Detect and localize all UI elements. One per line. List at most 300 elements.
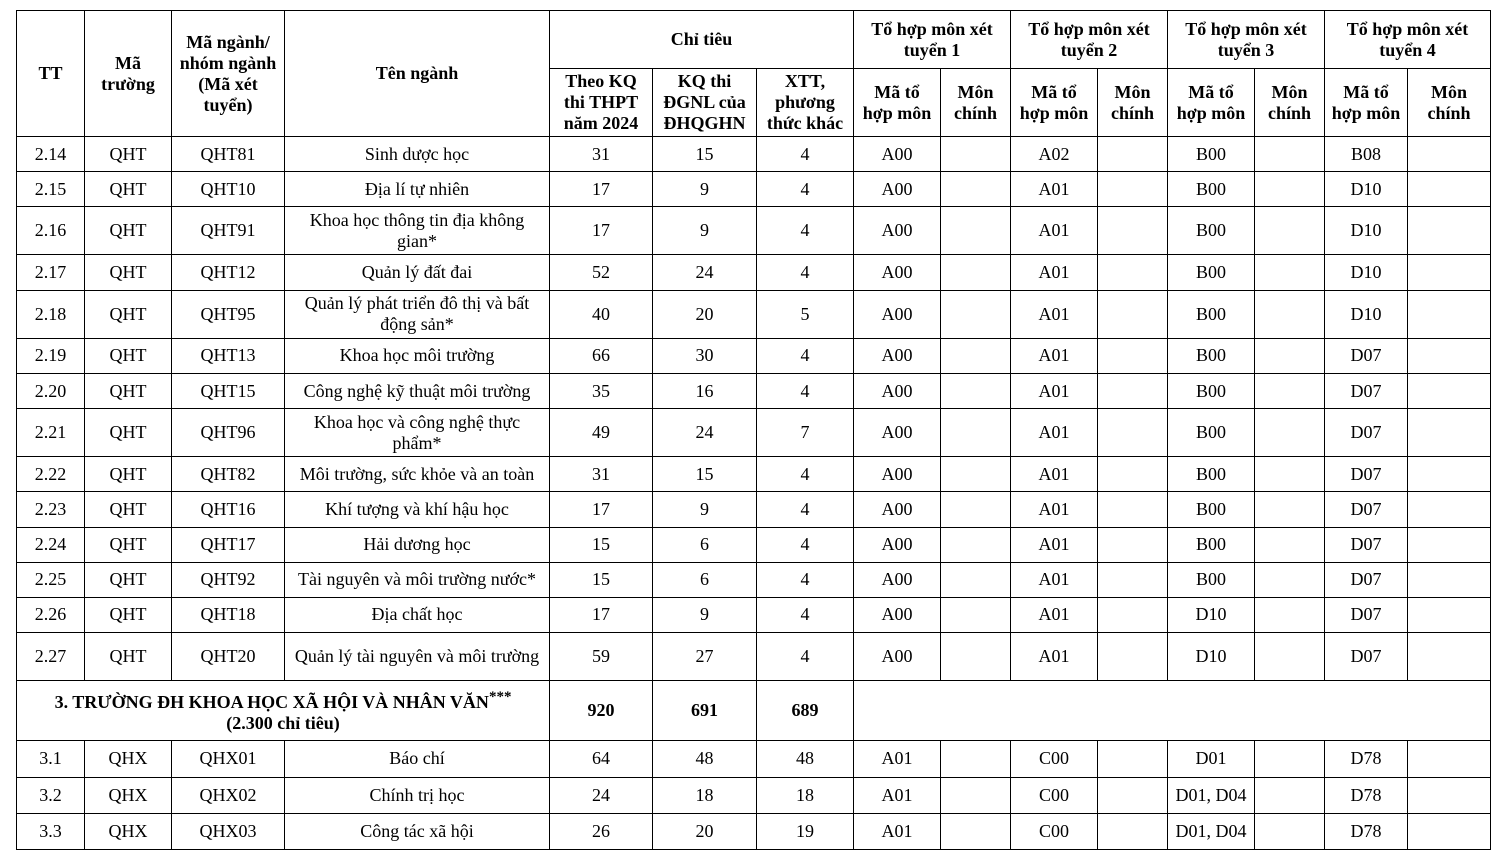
cell-mon-chinh-4 bbox=[1408, 373, 1491, 408]
cell-to-hop-2: C00 bbox=[1011, 777, 1098, 813]
header-ma-to-hop-1: Mã tổ hợp môn bbox=[854, 69, 941, 137]
cell-ma-nganh: QHT96 bbox=[172, 409, 285, 457]
cell-chi-tieu-xtt: 4 bbox=[757, 632, 854, 680]
cell-to-hop-3: B00 bbox=[1168, 338, 1255, 373]
table-row bbox=[17, 338, 1491, 373]
cell-mon-chinh-2 bbox=[1098, 172, 1168, 207]
cell-to-hop-3: B00 bbox=[1168, 409, 1255, 457]
cell-ten-nganh: Môi trường, sức khỏe và an toàn bbox=[285, 457, 550, 492]
header-mon-chinh-3: Môn chính bbox=[1255, 69, 1325, 137]
cell-tt: 2.22 bbox=[17, 457, 85, 492]
cell-to-hop-3: D01 bbox=[1168, 741, 1255, 777]
cell-ma-truong: QHX bbox=[85, 777, 172, 813]
cell-tt: 3.2 bbox=[17, 777, 85, 813]
cell-mon-chinh-3 bbox=[1255, 338, 1325, 373]
cell-chi-tieu-dgnl: 30 bbox=[653, 338, 757, 373]
cell-to-hop-4: D07 bbox=[1325, 457, 1408, 492]
cell-ma-nganh: QHT20 bbox=[172, 632, 285, 680]
cell-ma-truong: QHT bbox=[85, 562, 172, 597]
header-ma-to-hop-4: Mã tổ hợp môn bbox=[1325, 69, 1408, 137]
cell-ma-nganh: QHT92 bbox=[172, 562, 285, 597]
cell-chi-tieu-dgnl: 6 bbox=[653, 562, 757, 597]
cell-mon-chinh-4 bbox=[1408, 457, 1491, 492]
header-to-hop-1: Tổ hợp môn xét tuyển 1 bbox=[854, 11, 1011, 69]
cell-chi-tieu-xtt: 5 bbox=[757, 290, 854, 338]
cell-to-hop-3: B00 bbox=[1168, 373, 1255, 408]
section-title: 3. TRƯỜNG ĐH KHOA HỌC XÃ HỘI VÀ NHÂN VĂN bbox=[54, 692, 489, 713]
cell-ten-nganh: Địa lí tự nhiên bbox=[285, 172, 550, 207]
cell-ma-truong: QHX bbox=[85, 813, 172, 849]
cell-chi-tieu-xtt: 48 bbox=[757, 741, 854, 777]
cell-ma-truong: QHT bbox=[85, 457, 172, 492]
cell-mon-chinh-2 bbox=[1098, 137, 1168, 172]
cell-mon-chinh-4 bbox=[1408, 777, 1491, 813]
cell-to-hop-1: A01 bbox=[854, 741, 941, 777]
cell-chi-tieu-xtt: 4 bbox=[757, 373, 854, 408]
cell-chi-tieu-thpt: 40 bbox=[550, 290, 653, 338]
header-to-hop-3: Tổ hợp môn xét tuyển 3 bbox=[1168, 11, 1325, 69]
cell-mon-chinh-4 bbox=[1408, 741, 1491, 777]
cell-ma-truong: QHT bbox=[85, 255, 172, 290]
cell-mon-chinh-2 bbox=[1098, 290, 1168, 338]
cell-chi-tieu-dgnl: 48 bbox=[653, 741, 757, 777]
cell-mon-chinh-4 bbox=[1408, 137, 1491, 172]
cell-chi-tieu-dgnl: 9 bbox=[653, 207, 757, 255]
section-title-marker: *** bbox=[488, 689, 512, 706]
cell-to-hop-4: D07 bbox=[1325, 409, 1408, 457]
cell-ma-truong: QHT bbox=[85, 373, 172, 408]
cell-to-hop-1: A00 bbox=[854, 597, 941, 632]
cell-mon-chinh-3 bbox=[1255, 172, 1325, 207]
cell-chi-tieu-thpt: 17 bbox=[550, 492, 653, 527]
cell-mon-chinh-2 bbox=[1098, 597, 1168, 632]
cell-chi-tieu-xtt: 4 bbox=[757, 597, 854, 632]
cell-mon-chinh-3 bbox=[1255, 492, 1325, 527]
cell-chi-tieu-thpt: 17 bbox=[550, 172, 653, 207]
cell-mon-chinh-3 bbox=[1255, 457, 1325, 492]
section-total-xtt: 689 bbox=[757, 681, 854, 741]
cell-mon-chinh-1 bbox=[941, 741, 1011, 777]
cell-to-hop-2: A01 bbox=[1011, 632, 1098, 680]
cell-mon-chinh-1 bbox=[941, 172, 1011, 207]
cell-to-hop-4: D10 bbox=[1325, 207, 1408, 255]
cell-to-hop-4: D07 bbox=[1325, 373, 1408, 408]
cell-to-hop-2: A01 bbox=[1011, 290, 1098, 338]
table-row bbox=[17, 492, 1491, 527]
cell-chi-tieu-dgnl: 15 bbox=[653, 137, 757, 172]
cell-tt: 2.17 bbox=[17, 255, 85, 290]
cell-to-hop-3: D10 bbox=[1168, 597, 1255, 632]
cell-mon-chinh-2 bbox=[1098, 373, 1168, 408]
cell-ten-nganh: Khoa học thông tin địa không gian* bbox=[285, 207, 550, 255]
cell-chi-tieu-xtt: 4 bbox=[757, 137, 854, 172]
cell-to-hop-4: D78 bbox=[1325, 741, 1408, 777]
cell-ma-truong: QHT bbox=[85, 492, 172, 527]
cell-to-hop-2: A01 bbox=[1011, 527, 1098, 562]
cell-chi-tieu-xtt: 4 bbox=[757, 457, 854, 492]
cell-mon-chinh-3 bbox=[1255, 409, 1325, 457]
cell-ma-truong: QHT bbox=[85, 338, 172, 373]
header-chi-tieu-dgnl: KQ thi ĐGNL của ĐHQGHN bbox=[653, 69, 757, 137]
cell-mon-chinh-4 bbox=[1408, 527, 1491, 562]
cell-tt: 2.26 bbox=[17, 597, 85, 632]
cell-to-hop-2: A01 bbox=[1011, 409, 1098, 457]
cell-tt: 2.25 bbox=[17, 562, 85, 597]
cell-to-hop-1: A00 bbox=[854, 562, 941, 597]
cell-chi-tieu-dgnl: 18 bbox=[653, 777, 757, 813]
cell-ma-truong: QHT bbox=[85, 207, 172, 255]
cell-ma-truong: QHT bbox=[85, 409, 172, 457]
cell-to-hop-3: D01, D04 bbox=[1168, 813, 1255, 849]
cell-to-hop-3: B00 bbox=[1168, 137, 1255, 172]
cell-mon-chinh-4 bbox=[1408, 597, 1491, 632]
cell-tt: 2.21 bbox=[17, 409, 85, 457]
cell-mon-chinh-3 bbox=[1255, 137, 1325, 172]
cell-mon-chinh-2 bbox=[1098, 777, 1168, 813]
cell-mon-chinh-2 bbox=[1098, 527, 1168, 562]
header-chi-tieu: Chỉ tiêu bbox=[550, 11, 854, 69]
cell-to-hop-4: D10 bbox=[1325, 290, 1408, 338]
cell-chi-tieu-thpt: 17 bbox=[550, 207, 653, 255]
cell-chi-tieu-thpt: 17 bbox=[550, 597, 653, 632]
header-ten-nganh: Tên ngành bbox=[285, 11, 550, 137]
cell-mon-chinh-1 bbox=[941, 137, 1011, 172]
header-to-hop-2: Tổ hợp môn xét tuyển 2 bbox=[1011, 11, 1168, 69]
cell-to-hop-3: B00 bbox=[1168, 290, 1255, 338]
header-mon-chinh-1: Môn chính bbox=[941, 69, 1011, 137]
cell-ma-truong: QHT bbox=[85, 172, 172, 207]
cell-to-hop-2: A01 bbox=[1011, 255, 1098, 290]
cell-to-hop-2: A01 bbox=[1011, 207, 1098, 255]
cell-ma-truong: QHT bbox=[85, 632, 172, 680]
cell-to-hop-4: D10 bbox=[1325, 255, 1408, 290]
cell-ma-truong: QHT bbox=[85, 137, 172, 172]
cell-to-hop-4: D07 bbox=[1325, 338, 1408, 373]
cell-to-hop-2: A01 bbox=[1011, 457, 1098, 492]
cell-mon-chinh-4 bbox=[1408, 255, 1491, 290]
cell-mon-chinh-3 bbox=[1255, 290, 1325, 338]
cell-mon-chinh-3 bbox=[1255, 632, 1325, 680]
cell-to-hop-1: A00 bbox=[854, 172, 941, 207]
cell-mon-chinh-1 bbox=[941, 597, 1011, 632]
cell-mon-chinh-3 bbox=[1255, 741, 1325, 777]
cell-to-hop-2: A02 bbox=[1011, 137, 1098, 172]
cell-to-hop-4: D07 bbox=[1325, 527, 1408, 562]
cell-chi-tieu-thpt: 31 bbox=[550, 137, 653, 172]
cell-to-hop-1: A01 bbox=[854, 813, 941, 849]
cell-ma-nganh: QHT10 bbox=[172, 172, 285, 207]
cell-to-hop-3: B00 bbox=[1168, 172, 1255, 207]
cell-mon-chinh-4 bbox=[1408, 562, 1491, 597]
section-row bbox=[17, 681, 1491, 741]
cell-to-hop-1: A00 bbox=[854, 492, 941, 527]
cell-ma-truong: QHX bbox=[85, 741, 172, 777]
cell-to-hop-3: D10 bbox=[1168, 632, 1255, 680]
cell-ten-nganh: Báo chí bbox=[285, 741, 550, 777]
cell-ma-nganh: QHT95 bbox=[172, 290, 285, 338]
header-tt: TT bbox=[17, 11, 85, 137]
cell-chi-tieu-dgnl: 24 bbox=[653, 255, 757, 290]
cell-ma-nganh: QHT13 bbox=[172, 338, 285, 373]
cell-to-hop-4: D07 bbox=[1325, 492, 1408, 527]
cell-mon-chinh-3 bbox=[1255, 597, 1325, 632]
cell-mon-chinh-1 bbox=[941, 207, 1011, 255]
cell-to-hop-2: A01 bbox=[1011, 373, 1098, 408]
table-row bbox=[17, 741, 1491, 777]
cell-ma-nganh: QHT17 bbox=[172, 527, 285, 562]
cell-ten-nganh: Chính trị học bbox=[285, 777, 550, 813]
cell-to-hop-4: D07 bbox=[1325, 632, 1408, 680]
cell-tt: 2.27 bbox=[17, 632, 85, 680]
cell-mon-chinh-4 bbox=[1408, 207, 1491, 255]
header-ma-to-hop-2: Mã tổ hợp môn bbox=[1011, 69, 1098, 137]
table-row bbox=[17, 290, 1491, 338]
cell-to-hop-1: A00 bbox=[854, 457, 941, 492]
cell-mon-chinh-3 bbox=[1255, 255, 1325, 290]
cell-chi-tieu-dgnl: 9 bbox=[653, 492, 757, 527]
cell-to-hop-3: B00 bbox=[1168, 492, 1255, 527]
cell-mon-chinh-1 bbox=[941, 255, 1011, 290]
cell-to-hop-2: C00 bbox=[1011, 741, 1098, 777]
cell-mon-chinh-1 bbox=[941, 457, 1011, 492]
cell-to-hop-2: A01 bbox=[1011, 338, 1098, 373]
cell-ma-nganh: QHT18 bbox=[172, 597, 285, 632]
table-row bbox=[17, 137, 1491, 172]
cell-mon-chinh-3 bbox=[1255, 527, 1325, 562]
cell-to-hop-1: A00 bbox=[854, 207, 941, 255]
cell-mon-chinh-2 bbox=[1098, 457, 1168, 492]
cell-to-hop-4: D07 bbox=[1325, 597, 1408, 632]
cell-mon-chinh-1 bbox=[941, 338, 1011, 373]
cell-ma-nganh: QHT12 bbox=[172, 255, 285, 290]
cell-chi-tieu-xtt: 4 bbox=[757, 207, 854, 255]
cell-mon-chinh-1 bbox=[941, 562, 1011, 597]
cell-mon-chinh-4 bbox=[1408, 632, 1491, 680]
section-total-dgnl: 691 bbox=[653, 681, 757, 741]
cell-chi-tieu-dgnl: 24 bbox=[653, 409, 757, 457]
cell-mon-chinh-1 bbox=[941, 492, 1011, 527]
cell-ten-nganh: Quản lý đất đai bbox=[285, 255, 550, 290]
cell-mon-chinh-1 bbox=[941, 373, 1011, 408]
header-ma-to-hop-3: Mã tổ hợp môn bbox=[1168, 69, 1255, 137]
cell-ten-nganh: Khoa học và công nghệ thực phẩm* bbox=[285, 409, 550, 457]
cell-mon-chinh-3 bbox=[1255, 207, 1325, 255]
cell-ten-nganh: Quản lý phát triển đô thị và bất động sản* bbox=[285, 290, 550, 338]
cell-tt: 2.19 bbox=[17, 338, 85, 373]
cell-chi-tieu-thpt: 49 bbox=[550, 409, 653, 457]
cell-tt: 2.15 bbox=[17, 172, 85, 207]
cell-mon-chinh-1 bbox=[941, 632, 1011, 680]
cell-ten-nganh: Khí tượng và khí hậu học bbox=[285, 492, 550, 527]
cell-to-hop-4: D78 bbox=[1325, 777, 1408, 813]
section-title-cell bbox=[17, 681, 550, 741]
cell-to-hop-2: C00 bbox=[1011, 813, 1098, 849]
table-row bbox=[17, 172, 1491, 207]
cell-chi-tieu-thpt: 15 bbox=[550, 562, 653, 597]
cell-ten-nganh: Hải dương học bbox=[285, 527, 550, 562]
cell-mon-chinh-4 bbox=[1408, 338, 1491, 373]
cell-mon-chinh-2 bbox=[1098, 409, 1168, 457]
cell-ma-nganh: QHT82 bbox=[172, 457, 285, 492]
table-row bbox=[17, 207, 1491, 255]
section-total-thpt: 920 bbox=[550, 681, 653, 741]
cell-to-hop-4: D07 bbox=[1325, 562, 1408, 597]
cell-mon-chinh-4 bbox=[1408, 409, 1491, 457]
cell-to-hop-3: B00 bbox=[1168, 562, 1255, 597]
cell-mon-chinh-3 bbox=[1255, 562, 1325, 597]
cell-chi-tieu-xtt: 7 bbox=[757, 409, 854, 457]
table-body bbox=[17, 137, 1491, 850]
cell-mon-chinh-4 bbox=[1408, 172, 1491, 207]
cell-chi-tieu-thpt: 15 bbox=[550, 527, 653, 562]
cell-mon-chinh-3 bbox=[1255, 813, 1325, 849]
cell-chi-tieu-dgnl: 9 bbox=[653, 172, 757, 207]
cell-mon-chinh-2 bbox=[1098, 207, 1168, 255]
section-subtitle: (2.300 chỉ tiêu) bbox=[226, 713, 340, 734]
cell-chi-tieu-dgnl: 9 bbox=[653, 597, 757, 632]
cell-tt: 2.16 bbox=[17, 207, 85, 255]
header-chi-tieu-thpt: Theo KQ thi THPT năm 2024 bbox=[550, 69, 653, 137]
section-empty-cell bbox=[854, 681, 1491, 741]
cell-chi-tieu-thpt: 31 bbox=[550, 457, 653, 492]
cell-ma-nganh: QHT91 bbox=[172, 207, 285, 255]
table-row bbox=[17, 409, 1491, 457]
header-mon-chinh-4: Môn chính bbox=[1408, 69, 1491, 137]
cell-chi-tieu-dgnl: 20 bbox=[653, 290, 757, 338]
cell-to-hop-1: A00 bbox=[854, 338, 941, 373]
table-row bbox=[17, 777, 1491, 813]
cell-chi-tieu-thpt: 35 bbox=[550, 373, 653, 408]
cell-chi-tieu-thpt: 64 bbox=[550, 741, 653, 777]
header-ma-nganh: Mã ngành/ nhóm ngành (Mã xét tuyển) bbox=[172, 11, 285, 137]
cell-chi-tieu-dgnl: 27 bbox=[653, 632, 757, 680]
table-row bbox=[17, 255, 1491, 290]
cell-mon-chinh-1 bbox=[941, 813, 1011, 849]
cell-mon-chinh-2 bbox=[1098, 338, 1168, 373]
cell-mon-chinh-1 bbox=[941, 527, 1011, 562]
cell-ma-truong: QHT bbox=[85, 527, 172, 562]
cell-to-hop-1: A01 bbox=[854, 777, 941, 813]
cell-ten-nganh: Quản lý tài nguyên và môi trường bbox=[285, 632, 550, 680]
cell-to-hop-1: A00 bbox=[854, 255, 941, 290]
cell-chi-tieu-xtt: 4 bbox=[757, 172, 854, 207]
cell-to-hop-3: B00 bbox=[1168, 457, 1255, 492]
cell-chi-tieu-xtt: 18 bbox=[757, 777, 854, 813]
cell-to-hop-2: A01 bbox=[1011, 562, 1098, 597]
cell-ma-truong: QHT bbox=[85, 290, 172, 338]
table-row bbox=[17, 527, 1491, 562]
cell-chi-tieu-xtt: 4 bbox=[757, 527, 854, 562]
header-mon-chinh-2: Môn chính bbox=[1098, 69, 1168, 137]
cell-to-hop-2: A01 bbox=[1011, 172, 1098, 207]
cell-to-hop-1: A00 bbox=[854, 527, 941, 562]
cell-mon-chinh-1 bbox=[941, 777, 1011, 813]
cell-to-hop-4: D10 bbox=[1325, 172, 1408, 207]
cell-chi-tieu-xtt: 4 bbox=[757, 255, 854, 290]
cell-ma-truong: QHT bbox=[85, 597, 172, 632]
cell-mon-chinh-2 bbox=[1098, 632, 1168, 680]
cell-ten-nganh: Tài nguyên và môi trường nước* bbox=[285, 562, 550, 597]
cell-chi-tieu-thpt: 24 bbox=[550, 777, 653, 813]
cell-ma-nganh: QHX01 bbox=[172, 741, 285, 777]
cell-ma-nganh: QHT16 bbox=[172, 492, 285, 527]
cell-tt: 2.14 bbox=[17, 137, 85, 172]
cell-chi-tieu-xtt: 4 bbox=[757, 562, 854, 597]
cell-chi-tieu-dgnl: 16 bbox=[653, 373, 757, 408]
cell-tt: 2.24 bbox=[17, 527, 85, 562]
cell-ten-nganh: Sinh dược học bbox=[285, 137, 550, 172]
cell-ten-nganh: Công nghệ kỹ thuật môi trường bbox=[285, 373, 550, 408]
header-ma-truong: Mã trường bbox=[85, 11, 172, 137]
cell-to-hop-1: A00 bbox=[854, 409, 941, 457]
cell-mon-chinh-2 bbox=[1098, 255, 1168, 290]
cell-mon-chinh-1 bbox=[941, 409, 1011, 457]
cell-chi-tieu-xtt: 4 bbox=[757, 338, 854, 373]
cell-tt: 2.18 bbox=[17, 290, 85, 338]
cell-ten-nganh: Công tác xã hội bbox=[285, 813, 550, 849]
cell-mon-chinh-3 bbox=[1255, 777, 1325, 813]
cell-chi-tieu-dgnl: 20 bbox=[653, 813, 757, 849]
cell-to-hop-3: B00 bbox=[1168, 527, 1255, 562]
cell-mon-chinh-1 bbox=[941, 290, 1011, 338]
cell-chi-tieu-dgnl: 15 bbox=[653, 457, 757, 492]
cell-tt: 2.20 bbox=[17, 373, 85, 408]
cell-mon-chinh-2 bbox=[1098, 813, 1168, 849]
cell-mon-chinh-4 bbox=[1408, 813, 1491, 849]
cell-to-hop-1: A00 bbox=[854, 373, 941, 408]
header-to-hop-4: Tổ hợp môn xét tuyển 4 bbox=[1325, 11, 1491, 69]
cell-to-hop-2: A01 bbox=[1011, 597, 1098, 632]
cell-chi-tieu-dgnl: 6 bbox=[653, 527, 757, 562]
cell-ma-nganh: QHT15 bbox=[172, 373, 285, 408]
admissions-table bbox=[16, 10, 1491, 850]
cell-to-hop-3: B00 bbox=[1168, 207, 1255, 255]
cell-mon-chinh-2 bbox=[1098, 741, 1168, 777]
table-row bbox=[17, 632, 1491, 680]
cell-to-hop-1: A00 bbox=[854, 290, 941, 338]
table-row bbox=[17, 597, 1491, 632]
cell-tt: 3.1 bbox=[17, 741, 85, 777]
cell-ten-nganh: Địa chất học bbox=[285, 597, 550, 632]
cell-ten-nganh: Khoa học môi trường bbox=[285, 338, 550, 373]
cell-mon-chinh-3 bbox=[1255, 373, 1325, 408]
table-row bbox=[17, 373, 1491, 408]
cell-chi-tieu-thpt: 66 bbox=[550, 338, 653, 373]
table-row bbox=[17, 457, 1491, 492]
cell-tt: 3.3 bbox=[17, 813, 85, 849]
cell-chi-tieu-thpt: 26 bbox=[550, 813, 653, 849]
cell-mon-chinh-2 bbox=[1098, 562, 1168, 597]
table-header bbox=[17, 11, 1491, 137]
cell-mon-chinh-4 bbox=[1408, 492, 1491, 527]
cell-to-hop-3: B00 bbox=[1168, 255, 1255, 290]
cell-mon-chinh-2 bbox=[1098, 492, 1168, 527]
cell-ma-nganh: QHX02 bbox=[172, 777, 285, 813]
cell-ma-nganh: QHT81 bbox=[172, 137, 285, 172]
cell-chi-tieu-thpt: 59 bbox=[550, 632, 653, 680]
cell-to-hop-4: B08 bbox=[1325, 137, 1408, 172]
cell-chi-tieu-xtt: 4 bbox=[757, 492, 854, 527]
cell-mon-chinh-4 bbox=[1408, 290, 1491, 338]
cell-to-hop-4: D78 bbox=[1325, 813, 1408, 849]
cell-tt: 2.23 bbox=[17, 492, 85, 527]
table-row bbox=[17, 562, 1491, 597]
cell-ma-nganh: QHX03 bbox=[172, 813, 285, 849]
cell-to-hop-2: A01 bbox=[1011, 492, 1098, 527]
cell-chi-tieu-thpt: 52 bbox=[550, 255, 653, 290]
cell-to-hop-1: A00 bbox=[854, 632, 941, 680]
table-row bbox=[17, 813, 1491, 849]
